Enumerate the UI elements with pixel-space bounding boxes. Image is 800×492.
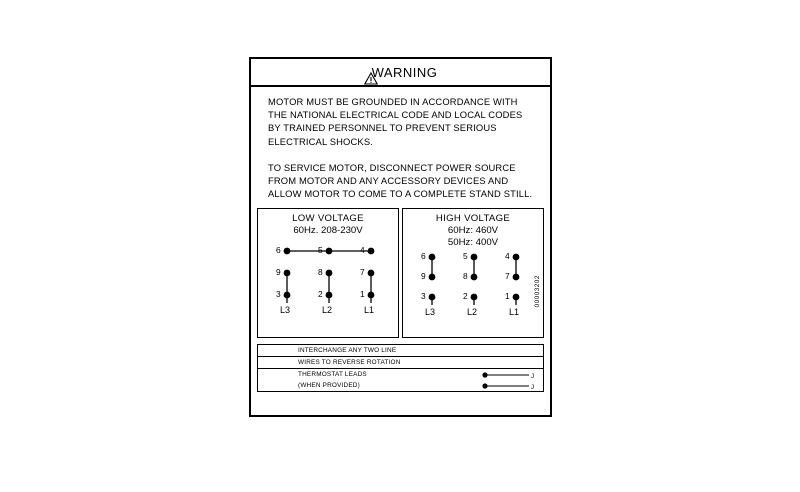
voltage-panels [257,208,544,338]
node-label-4: 4 [505,251,510,262]
thermostat-lead-symbol-2 [481,382,539,393]
high-voltage-title: HIGH VOLTAGE [435,213,511,225]
motor-wiring-label [249,57,552,417]
node-label-8: 8 [463,271,468,282]
node-label-9: 9 [276,267,281,278]
terminal-label-l1: L1 [364,305,375,316]
node-label-2: 2 [318,289,323,300]
terminal-label-l3: L3 [280,305,291,316]
node-label-8: 8 [318,267,323,278]
low-voltage-subtitle-1: 60Hz. 208-230V [293,225,363,237]
node-label-6: 6 [421,251,426,262]
part-code-label: 00003202 [534,275,541,308]
note-thermostat-leads [258,368,543,380]
node-label-9: 9 [421,271,426,282]
notes-block [257,344,544,392]
terminal-label-l2: L2 [467,307,478,318]
note-when-provided-text: (WHEN PROVIDED) [298,381,360,389]
high-voltage-panel [402,208,544,338]
terminal-label-l2: L2 [322,305,333,316]
high-voltage-heading [403,209,543,249]
node-label-2: 2 [463,291,468,302]
svg-text:J: J [531,385,535,391]
node-label-4: 4 [360,245,365,256]
node-label-5: 5 [463,251,468,262]
warning-body [251,87,550,206]
terminal-label-l3: L3 [425,307,436,318]
low-voltage-diagram [258,237,398,323]
note-reverse-rotation: WIRES TO REVERSE ROTATION [258,356,543,368]
high-voltage-subtitle-1: 60Hz: 460V [447,225,499,237]
node-label-6: 6 [276,245,281,256]
warning-header [251,59,550,87]
warning-paragraph-1: MOTOR MUST BE GROUNDED IN ACCORDANCE WITH THE NATIONAL ELECTRICAL CODE AND LOCAL CODES BY TRAINED PERSONNEL TO PREVENT SERIOUS ELECTRICAL SHOCKS. [268,96,523,147]
note-interchange-line: INTERCHANGE ANY TWO LINE [298,346,397,354]
node-label-5: 5 [318,245,323,256]
low-voltage-panel [257,208,399,338]
node-label-7: 7 [360,267,365,278]
note-when-provided [258,380,543,391]
node-label-1: 1 [505,291,510,302]
warning-title: WARNING [371,64,438,80]
low-voltage-heading [258,209,398,237]
node-label-1: 1 [360,289,365,300]
high-voltage-subtitle-2: 50Hz: 400V [447,237,499,249]
terminal-label-l1: L1 [509,307,520,318]
high-voltage-diagram [403,249,543,323]
node-label-3: 3 [276,289,281,300]
svg-text:J: J [531,374,535,380]
warning-paragraph-2: TO SERVICE MOTOR, DISCONNECT POWER SOURCE FROM MOTOR AND ANY ACCESSORY DEVICES AND ALLOW MOTOR TO COME TO A COMPLETE STAND STILL. [268,161,533,200]
node-label-3: 3 [421,291,426,302]
node-label-7: 7 [505,271,510,282]
note-thermostat-leads-text: THERMOSTAT LEADS [298,370,367,378]
low-voltage-title: LOW VOLTAGE [292,213,364,225]
